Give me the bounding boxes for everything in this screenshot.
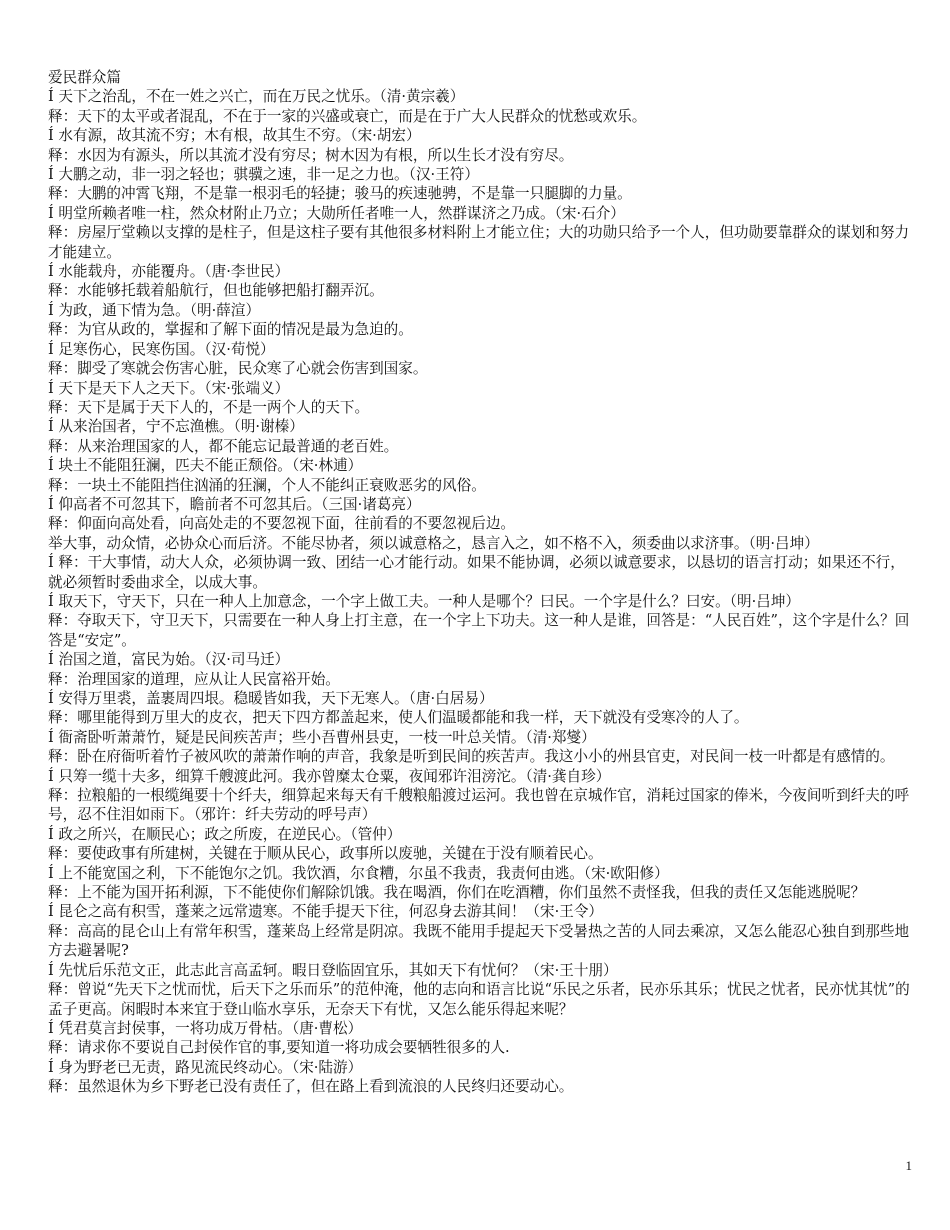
text-line: 释：夺取天下，守卫天下，只需要在一种人身上打主意，在一个字上下功夫。这一种人是谁，回答是：“人民百姓”，这个字是什么？回答是“安定”。 (48, 612, 910, 649)
text-line: 释：治理国家的道理，应从让人民富裕开始。 (48, 670, 340, 688)
text-line: Í 明堂所赖者唯一柱，然众材附止乃立；大勋所任者唯一人，然群谋济之乃成。（宋·石介） (48, 204, 625, 222)
text-line: Í 块土不能阻狂澜，匹夫不能正颓俗。（宋·林逋） (48, 457, 363, 475)
text-line: Í 从来治国者，宁不忘渔樵。（明·谢榛） (48, 418, 304, 436)
text-line: Í 上不能宽国之利，下不能饱尔之饥。我饮酒，尔食糟，尔虽不我责，我责何由逃。（宋·欧阳修） (48, 864, 669, 882)
text-line: 释：请求你不要说自己封侯作官的事,要知道一将功成会要牺牲很多的人. (48, 1039, 510, 1057)
text-line: Í 天下是天下人之天下。（宋·张端义） (48, 379, 290, 397)
text-line: 释：天下的太平或者混乱，不在于一家的兴盛或衰亡，而是在于广大人民群众的忧愁或欢乐。 (48, 107, 647, 125)
text-line: 释：水能够托载着船航行，但也能够把船打翻弄沉。 (48, 282, 384, 300)
text-line: Í 身为野老已无责，路见流民终动心。（宋·陆游） (48, 1058, 363, 1076)
text-line: Í 治国之道，富民为始。（汉·司马迁） (48, 651, 290, 669)
text-line: 释：从来治理国家的人，都不能忘记最普通的老百姓。 (48, 437, 399, 455)
text-line: 释：为官从政的，掌握和了解下面的情况是最为急迫的。 (48, 321, 413, 339)
document-body (48, 68, 910, 1097)
text-line: Í 释：干大事情，动大人众，必须协调一致、团结一心才能行动。如果不能协调，必须以诚意要求，以恳切的语言打动；如果还不行，就必须暂时委曲求全，以成大事。 (48, 554, 905, 591)
document-title: 爱民群众篇 (48, 69, 121, 86)
text-line: Í 足寒伤心，民寒伤国。（汉·荀悦） (48, 340, 275, 358)
text-line: 释：房屋厅堂赖以支撑的是柱子，但是这柱子要有其他很多材料附上才能立住；大的功勋只给予一个人，但功勋要靠群众的谋划和努力才能建立。 (48, 224, 910, 261)
text-line: 释：曾说“先天下之忧而忧，后天下之乐而乐”的范仲淹，他的志向和语言比说“乐民之乐者，民亦乐其乐；忧民之忧者，民亦忧其忧”的孟子更高。闲暇时本来宜于登山临水享乐，无奈天下有忧，又怎么能乐得起来呢？ (48, 981, 910, 1018)
text-line: 释：脚受了寒就会伤害心脏，民众寒了心就会伤害到国家。 (48, 360, 428, 378)
text-line: Í 只筹一缆十夫多，细算千艘渡此河。我亦曾糜太仓粟，夜闻邪许泪滂沱。（清·龚自珍） (48, 767, 611, 785)
text-line: 释：虽然退休为乡下野老已没有责任了，但在路上看到流浪的人民终归还要动心。 (48, 1078, 574, 1096)
text-line: 释：卧在府衙听着竹子被风吹的萧萧作响的声音，我象是听到民间的疾苦声。我这小小的州县官吏，对民间一枝一叶都是有感情的。 (48, 748, 895, 766)
text-line: Í 凭君莫言封侯事，一将功成万骨枯。（唐·曹松） (48, 1019, 363, 1037)
text-line: Í 昆仑之高有积雪，蓬莱之远常遗寒。不能手提天下往，何忍身去游其间！（宋·王令） (48, 903, 604, 921)
text-line: Í 先忧后乐范文正，此志此言高孟轲。暇日登临固宜乐，其如天下有忧何？（宋·王十朋） (48, 961, 618, 979)
text-line: 释：一块土不能阻挡住汹涌的狂澜，个人不能纠正衰败恶劣的风俗。 (48, 476, 486, 494)
text-line: 释：仰面向高处看，向高处走的不要忽视下面，往前看的不要忽视后边。 (48, 515, 516, 533)
text-line: Í 衙斋卧听萧萧竹，疑是民间疾苦声；些小吾曹州县吏，一枝一叶总关情。（清·郑燮） (48, 728, 596, 746)
text-line: Í 取天下，守天下，只在一种人上加意念，一个字上做工夫。一种人是哪个？曰民。一个字是什么？曰安。（明·吕坤） (48, 592, 801, 610)
text-line: Í 水有源，故其流不穷；木有根，故其生不穷。（宋·胡宏） (48, 127, 421, 145)
text-line: 释：天下是属于天下人的，不是一两个人的天下。 (48, 398, 370, 416)
text-line: 释：拉粮船的一根缆绳要十个纤夫，细算起来每天有千艘粮船渡过运河。我也曾在京城作官，消耗过国家的俸米，今夜间听到纤夫的呼号，忍不住泪如雨下。（邪许：纤夫劳动的呼号声） (48, 787, 910, 824)
quote-list (48, 87, 910, 1096)
text-line: 释：大鹏的冲霄飞翔，不是靠一根羽毛的轻捷；骏马的疾速驰骋，不是靠一只腿脚的力量。 (48, 185, 632, 203)
text-line: 举大事，动众情，必协众心而后济。不能尽协者，须以诚意格之，恳言入之，如不格不入，须委曲以求济事。（明·吕坤） (48, 534, 819, 552)
text-line: 释：高高的昆仑山上有常年积雪，蓬莱岛上经常是阴凉。我既不能用手提起天下受暑热之苦的人同去乘凉，又怎么能忍心独自到那些地方去避暑呢? (48, 922, 910, 960)
page-number: 1 (905, 1158, 912, 1173)
text-line: 释：哪里能得到万里大的皮衣，把天下四方都盖起来，使人们温暖都能和我一样，天下就没有受寒冷的人了。 (48, 709, 749, 727)
text-line: 释：水因为有源头，所以其流才没有穷尽；树木因为有根，所以生长才没有穷尽。 (48, 146, 574, 164)
text-line: Í 仰高者不可忽其下，瞻前者不可忽其后。（三国·诸葛亮） (48, 495, 421, 513)
text-line: Í 水能载舟，亦能覆舟。（唐·李世民） (48, 263, 290, 281)
text-line: Í 大鹏之动，非一羽之轻也；骐骥之速，非一足之力也。（汉·王符） (48, 166, 479, 184)
text-line: Í 为政，通下情为急。（明·薛渲） (48, 301, 261, 319)
text-line: 释：上不能为国开拓利源，下不能使你们解除饥饿。我在喝酒，你们在吃酒糟，你们虽然不责怪我，但我的责任又怎能逃脱呢？ (48, 884, 866, 902)
text-line: 释：要使政事有所建树，关键在于顺从民心，政事所以废驰，关键在于没有顺着民心。 (48, 845, 603, 863)
text-line: Í 安得万里裘，盖裹周四垠。稳暖皆如我，天下无寒人。（唐·白居易） (48, 690, 494, 707)
text-line: Í 天下之治乱，不在一姓之兴亡，而在万民之忧乐。（清·黄宗羲） (48, 88, 465, 106)
text-line: Í 政之所兴，在顺民心；政之所废，在逆民心。（管仲） (48, 825, 402, 843)
